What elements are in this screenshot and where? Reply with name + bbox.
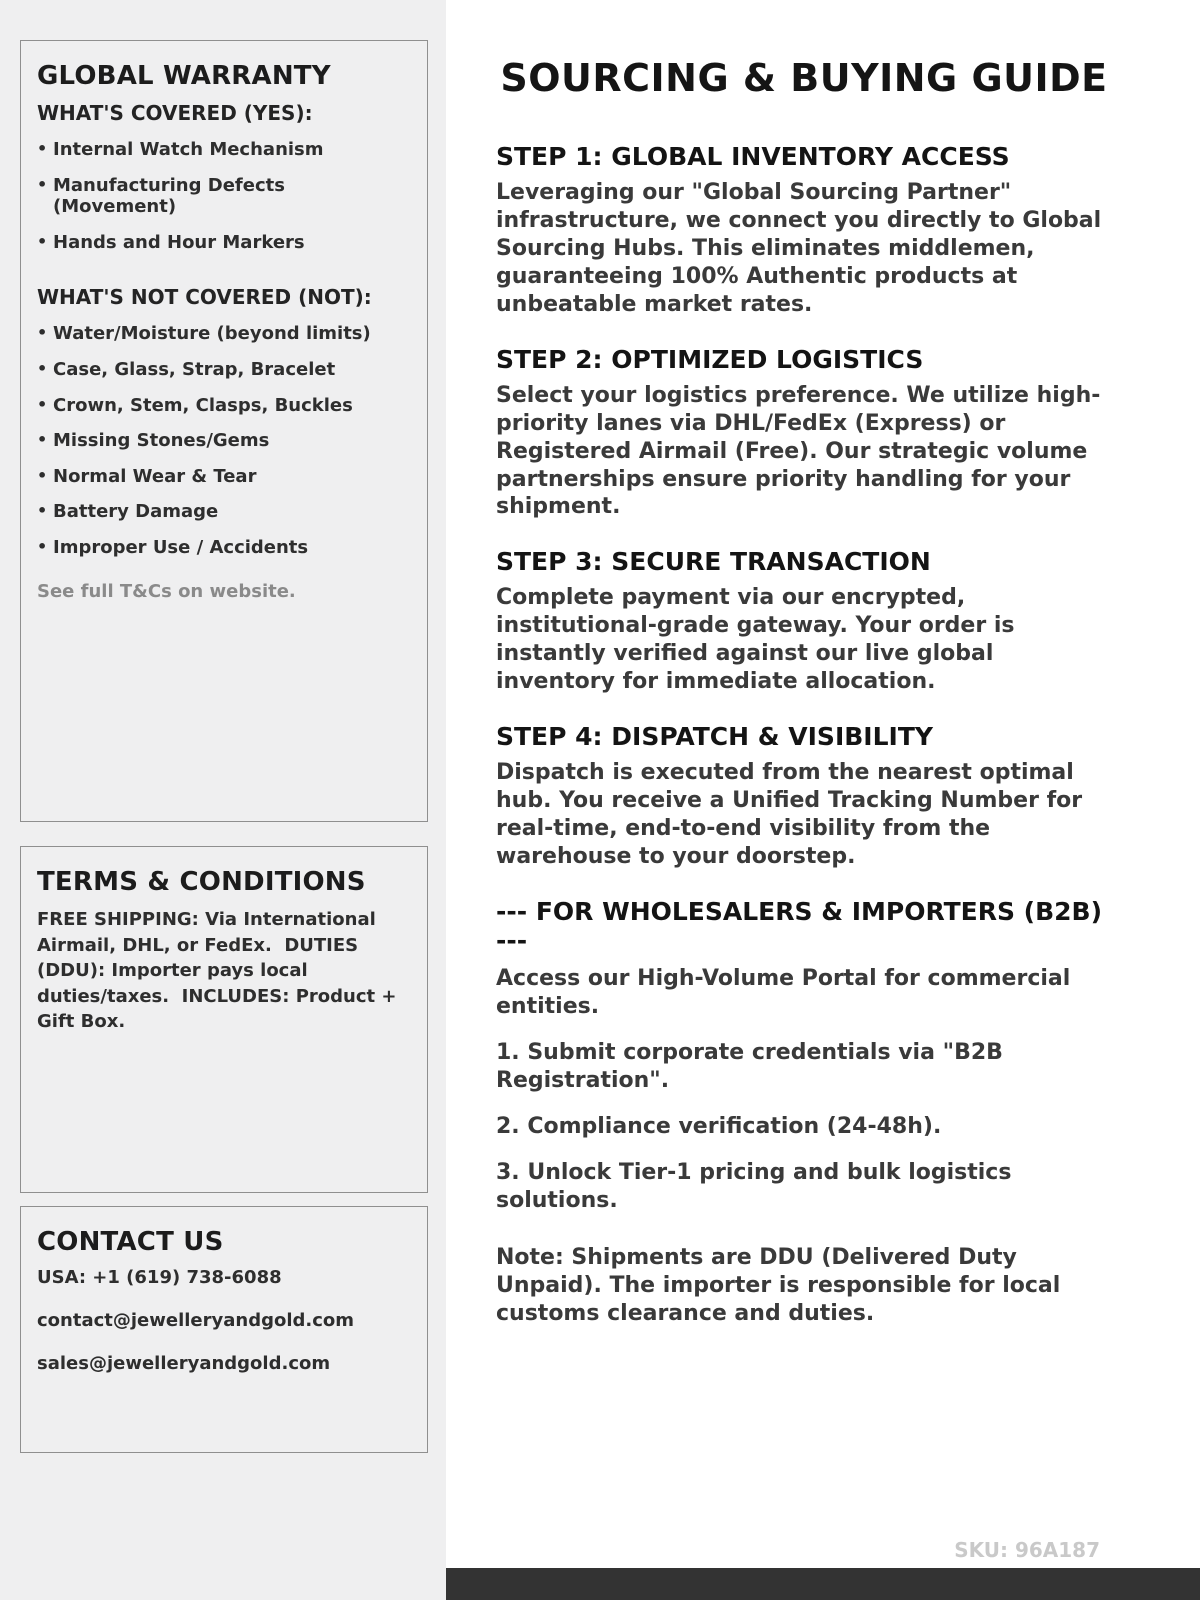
step-3-body: Complete payment via our encrypted, institutional-grade gateway. Your order is instantly verified against our live global inventory for immediate allocation. bbox=[496, 585, 1015, 695]
step-1-body: Leveraging our "Global Sourcing Partner" infrastructure, we connect you directly to Global Sourcing Hubs. This eliminates middlemen, guaranteeing 100% Authentic products at unbeatable market rates. bbox=[496, 180, 1102, 317]
contact-email: contact@jewelleryandgold.com bbox=[37, 1310, 355, 1331]
step-2-section bbox=[496, 345, 1112, 522]
covered-list bbox=[37, 139, 411, 253]
step-3-heading: STEP 3: SECURE TRANSACTION bbox=[496, 547, 931, 577]
step-2-body: Select your logistics preference. We utilize high-priority lanes via DHL/FedEx (Express) or Registered Airmail (Free). Our strategic volume partnerships ensure priority handling for your shipment. bbox=[496, 382, 1101, 520]
sidebar bbox=[0, 0, 446, 1600]
terms-title: TERMS & CONDITIONS bbox=[37, 867, 366, 897]
terms-conditions-panel bbox=[20, 846, 428, 1193]
list-item: • Normal Wear & Tear bbox=[37, 466, 411, 488]
warranty-title: GLOBAL WARRANTY bbox=[37, 61, 331, 91]
step-3-section bbox=[496, 547, 1112, 696]
step-2-heading: STEP 2: OPTIMIZED LOGISTICS bbox=[496, 344, 924, 374]
sales-email: sales@jewelleryandgold.com bbox=[37, 1353, 331, 1374]
b2b-step-1: 1. Submit corporate credentials via "B2B Registration". bbox=[496, 1039, 1003, 1093]
b2b-step-2: 2. Compliance verification (24-48h). bbox=[496, 1113, 942, 1139]
terms-body: FREE SHIPPING: Via International Airmail, DHL, or FedEx. DUTIES (DDU): Importer pays local duties/taxes. INCLUDES: Product + Gift Box. bbox=[37, 909, 403, 1033]
list-item: • Battery Damage bbox=[37, 501, 411, 523]
page-title: SOURCING & BUYING GUIDE bbox=[500, 56, 1108, 100]
contact-phone: USA: +1 (619) 738-6088 bbox=[37, 1267, 282, 1288]
bottom-bar bbox=[446, 1568, 1200, 1600]
step-4-heading: STEP 4: DISPATCH & VISIBILITY bbox=[496, 722, 933, 752]
list-item: • Crown, Stem, Clasps, Buckles bbox=[37, 395, 411, 417]
step-1-heading: STEP 1: GLOBAL INVENTORY ACCESS bbox=[496, 142, 1010, 171]
global-warranty-panel bbox=[20, 40, 428, 822]
b2b-note: Note: Shipments are DDU (Delivered Duty Unpaid). The importer is responsible for local customs clearance and duties. bbox=[496, 1245, 1061, 1327]
list-item: • Hands and Hour Markers bbox=[37, 232, 411, 254]
list-item: • Internal Watch Mechanism bbox=[37, 139, 411, 161]
list-item: • Water/Moisture (beyond limits) bbox=[37, 323, 411, 345]
b2b-section bbox=[496, 897, 1112, 1328]
list-item: • Improper Use / Accidents bbox=[37, 537, 411, 559]
list-item: • Case, Glass, Strap, Bracelet bbox=[37, 359, 411, 381]
step-4-body: Dispatch is executed from the nearest optimal hub. You receive a Unified Tracking Number for real-time, end-to-end visibility from the warehouse to your doorstep. bbox=[496, 760, 1083, 869]
list-item: • Missing Stones/Gems bbox=[37, 430, 411, 452]
sourcing-guide-main bbox=[446, 0, 1200, 1600]
step-4-section bbox=[496, 722, 1112, 871]
list-item: • Manufacturing Defects (Movement) bbox=[37, 175, 411, 218]
sku-label: SKU: 96A187 bbox=[954, 1538, 1100, 1562]
covered-heading: WHAT'S COVERED (YES): bbox=[37, 101, 313, 125]
b2b-step-3: 3. Unlock Tier-1 pricing and bulk logistics solutions. bbox=[496, 1159, 1012, 1213]
b2b-intro: Access our High-Volume Portal for commercial entities. bbox=[496, 965, 1071, 1019]
b2b-heading: --- FOR WHOLESALERS & IMPORTERS (B2B) --- bbox=[496, 896, 1103, 955]
contact-title: CONTACT US bbox=[37, 1227, 224, 1257]
contact-us-panel bbox=[20, 1206, 428, 1453]
not-covered-list bbox=[37, 323, 411, 558]
step-1-section bbox=[496, 142, 1112, 319]
not-covered-heading: WHAT'S NOT COVERED (NOT): bbox=[37, 285, 372, 310]
warranty-footnote: See full T&Cs on website. bbox=[37, 580, 296, 602]
